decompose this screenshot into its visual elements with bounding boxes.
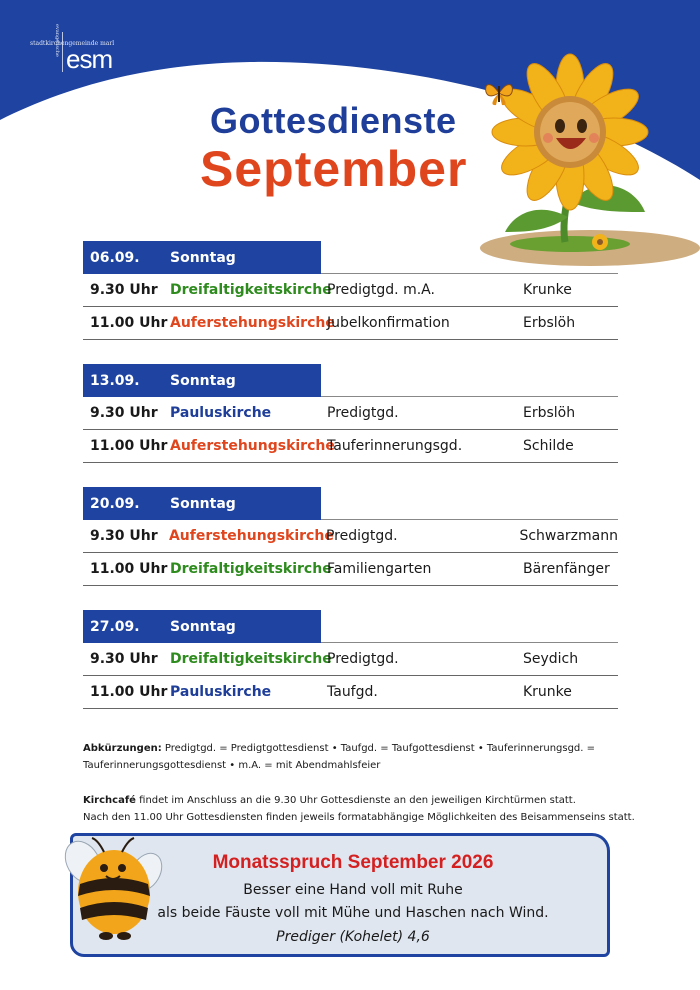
service-time: 11.00 Uhr (90, 561, 168, 577)
service-type: Predigtgd. (327, 651, 399, 667)
abbreviations-note: Abkürzungen: Predigtgd. = Predigtgottesdienst • Taufgd. = Taufgottesdienst • Tauferinnerungsgd. = Tauferinnerungsgottesdienst • m.A. = mit Abendmahlsfeier (83, 743, 596, 771)
divider (321, 364, 618, 397)
service-type: Predigtgd. (327, 405, 399, 421)
monthly-verse-title: Monatsspruch September 2026 (212, 852, 494, 873)
service-type: Jubelkonfirmation (327, 315, 450, 331)
service-type: Predigtgd. m.A. (327, 282, 435, 298)
service-day: Sonntag (170, 249, 236, 266)
page-subtitle-month: September (200, 141, 468, 197)
service-church: Pauluskirche (170, 405, 272, 421)
service-pastor: Seydich (523, 651, 579, 667)
service-date: 20.09. (90, 495, 140, 512)
service-pastor: Erbslöh (523, 315, 576, 331)
service-row (83, 430, 618, 463)
service-row (83, 553, 618, 586)
service-pastor: Schwarzmann (519, 528, 618, 544)
date-header (83, 610, 618, 643)
service-day: Sonntag (170, 495, 236, 512)
service-date: 13.09. (90, 372, 140, 389)
service-pastor: Krunke (523, 684, 572, 700)
service-day: Sonntag (170, 618, 236, 635)
logo-text: esm (66, 44, 113, 74)
date-cell (83, 241, 321, 274)
divider (321, 241, 618, 274)
service-date: 27.09. (90, 618, 140, 635)
butterfly-icon (482, 78, 516, 108)
service-church: Auferstehungskirche (170, 315, 335, 331)
divider (321, 487, 618, 520)
monthly-verse-source: Prediger (Kohelet) 4,6 (276, 929, 430, 945)
service-time: 9.30 Uhr (90, 405, 158, 421)
service-type: Predigtgd. (325, 528, 398, 544)
date-cell (83, 610, 321, 643)
service-type: Taufgd. (327, 684, 378, 700)
schedule-block (83, 241, 618, 340)
service-time: 11.00 Uhr (90, 684, 168, 700)
service-time: 9.30 Uhr (90, 282, 158, 298)
monthly-verse-line1: Besser eine Hand voll mit Ruhe (243, 882, 463, 898)
kirchcafe-note: Kirchcafé findet im Anschluss an die 9.30 Uhr Gottesdienste an den jeweiligen Kirchtürmen statt. Nach den 11.00 Uhr Gottesdiensten finden jeweils formatabhängige Möglichkeiten des Beisammenseins statt. (83, 795, 635, 823)
service-pastor: Erbslöh (523, 405, 576, 421)
logo-subtitle-vertical: evangelische (54, 24, 60, 57)
service-row (83, 520, 618, 553)
divider (321, 610, 618, 643)
service-church: Dreifaltigkeitskirche (170, 282, 332, 298)
date-header (83, 364, 618, 397)
service-row (83, 307, 618, 340)
service-type: Familiengarten (327, 561, 432, 577)
service-time: 9.30 Uhr (90, 651, 158, 667)
service-type: Tauferinnerungsgd. (327, 438, 463, 454)
schedule-block (83, 487, 618, 586)
service-pastor: Krunke (523, 282, 572, 298)
service-church: Dreifaltigkeitskirche (170, 561, 332, 577)
service-row (83, 274, 618, 307)
date-header (83, 241, 618, 274)
service-church: Auferstehungskirche (168, 528, 334, 544)
service-time: 11.00 Uhr (90, 315, 168, 331)
date-cell (83, 487, 321, 520)
service-row (83, 676, 618, 709)
service-church: Auferstehungskirche (170, 438, 335, 454)
service-pastor: Bärenfänger (523, 561, 610, 577)
bee-icon (58, 832, 168, 944)
service-church: Pauluskirche (170, 684, 272, 700)
date-cell (83, 364, 321, 397)
date-header (83, 487, 618, 520)
page-title: Gottesdienste (210, 100, 457, 141)
monthly-verse-line2: als beide Fäuste voll mit Mühe und Haschen nach Wind. (157, 905, 549, 921)
service-church: Dreifaltigkeitskirche (170, 651, 332, 667)
schedule-block (83, 364, 618, 463)
service-day: Sonntag (170, 372, 236, 389)
service-row (83, 643, 618, 676)
service-time: 9.30 Uhr (90, 528, 158, 544)
logo-subtitle: stadtkirchengemeinde marl (30, 40, 115, 47)
service-pastor: Schilde (523, 438, 574, 454)
service-schedule (83, 241, 618, 733)
schedule-block (83, 610, 618, 709)
service-row (83, 397, 618, 430)
service-time: 11.00 Uhr (90, 438, 168, 454)
service-date: 06.09. (90, 249, 140, 266)
